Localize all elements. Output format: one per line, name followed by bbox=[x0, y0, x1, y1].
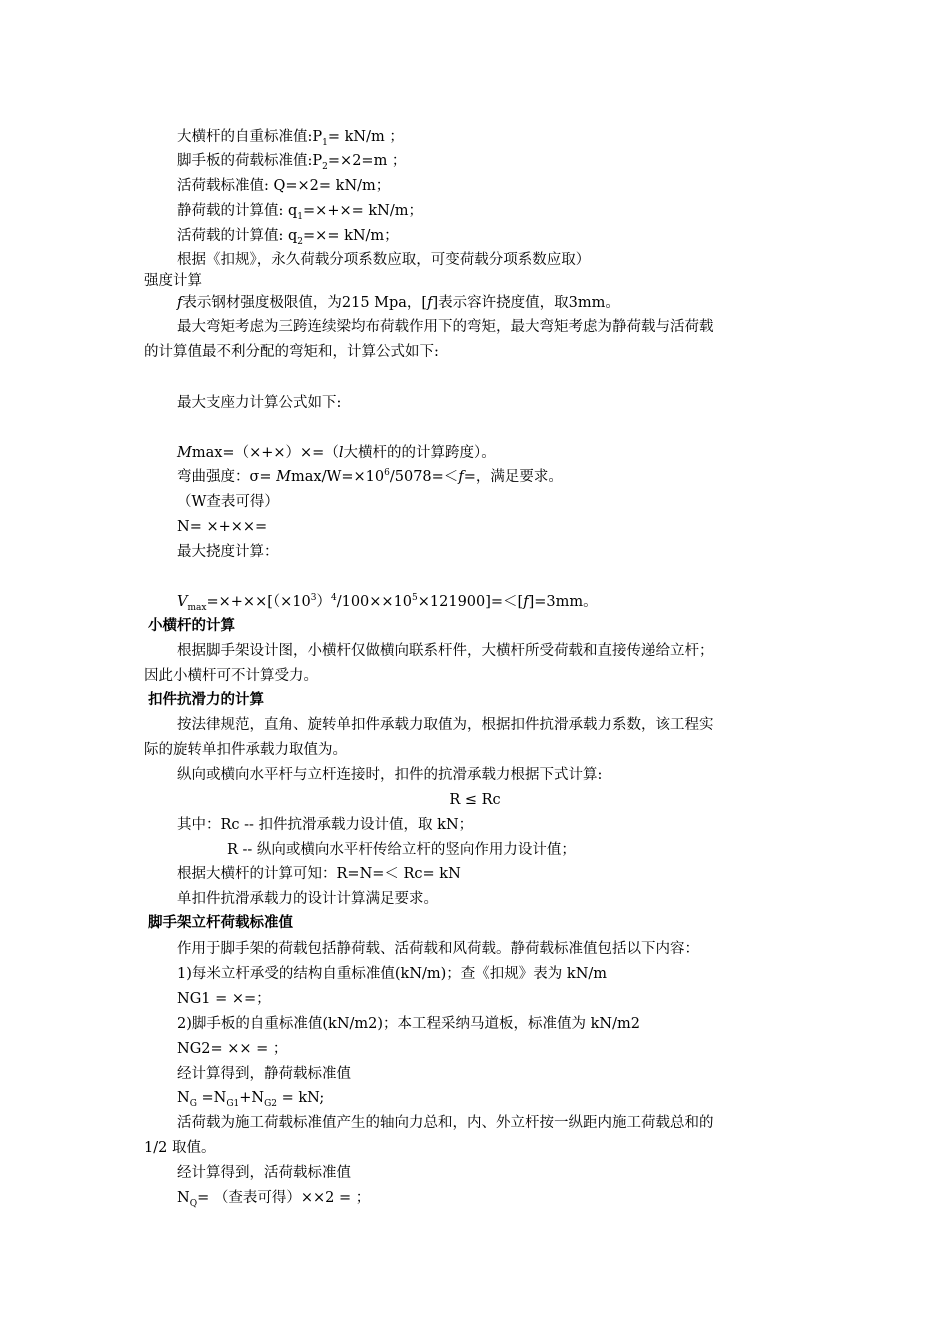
text-line: NG1 = ×=； bbox=[177, 991, 271, 1007]
symbol: f bbox=[427, 295, 433, 311]
subscript: G bbox=[189, 1098, 197, 1109]
text-line: 作用于脚手架的荷载包括静荷载、活荷载和风荷载。静荷载标准值包括以下内容： bbox=[177, 941, 699, 957]
text: max=（×+×）×=（ bbox=[191, 445, 339, 461]
text-line: 根据脚手架设计图，小横杆仅做横向联系杆件，大横杆所受荷载和直接传递给立杆； bbox=[177, 643, 714, 659]
text: =×+××[（×10 bbox=[206, 594, 311, 610]
text-line: 2)脚手板的自重标准值(kN/m2)；本工程采纳马道板，标准值为 kN/m2 bbox=[177, 1016, 640, 1032]
text-line bbox=[177, 152, 406, 170]
text: ]=3mm。 bbox=[528, 594, 598, 610]
text-line: 活荷载为施工荷载标准值产生的轴向力总和，内、外立杆按一纵距内施工荷载总和的 bbox=[177, 1115, 714, 1131]
text: =，满足要求。 bbox=[463, 469, 563, 485]
text: 表示钢材强度极限值，为215 Mpa，[ bbox=[182, 295, 428, 311]
subscript: 2 bbox=[297, 236, 304, 247]
superscript: 6 bbox=[384, 468, 390, 479]
text: 大横杆的自重标准值:P bbox=[177, 129, 323, 145]
text: =N bbox=[196, 1090, 227, 1106]
text: 活荷载的计算值: q bbox=[177, 228, 298, 244]
text: 弯曲强度：σ= bbox=[177, 469, 277, 485]
text: 脚手板的荷载标准值:P bbox=[177, 153, 323, 169]
text: /5078=＜ bbox=[389, 469, 459, 485]
text-line: 1)每米立杆承受的结构自重标准值(kN/m)；查《扣规》表为 kN/m bbox=[177, 966, 608, 982]
text-line: 的计算值最不利分配的弯矩和，计算公式如下: bbox=[144, 344, 439, 360]
text: +N bbox=[239, 1090, 265, 1106]
text: =×2=m ； bbox=[327, 153, 407, 169]
text-line: 根据大横杆的计算可知：R=N=＜ Rc= kN bbox=[177, 866, 461, 882]
text: = （查表可得）××2 = ； bbox=[197, 1190, 371, 1206]
text-line: （W查表可得） bbox=[177, 494, 279, 510]
subscript: 1 bbox=[322, 137, 328, 148]
symbol: l bbox=[338, 445, 344, 461]
superscript: 4 bbox=[330, 593, 337, 604]
text-line: 最大弯矩考虑为三跨连续梁均布荷载作用下的弯矩，最大弯矩考虑为静荷载与活荷载 bbox=[177, 319, 714, 335]
text: = kN/m ； bbox=[327, 129, 404, 145]
section-heading: 扣件抗滑力的计算 bbox=[148, 692, 264, 708]
text-line: 纵向或横向水平杆与立杆连接时，扣件的抗滑承载力根据下式计算: bbox=[177, 767, 603, 783]
superscript: 5 bbox=[412, 593, 418, 604]
text-line bbox=[177, 294, 620, 312]
formula-line: R ≤ Rc bbox=[449, 792, 501, 808]
text: =×+×= kN/m； bbox=[303, 203, 423, 219]
text-line: 经计算得到，活荷载标准值 bbox=[177, 1165, 351, 1181]
text: ×121900]=＜[ bbox=[417, 594, 524, 610]
text: =×= kN/m； bbox=[303, 228, 399, 244]
text-line bbox=[177, 128, 404, 146]
symbol: M bbox=[276, 469, 292, 485]
section-label: 强度计算 bbox=[144, 273, 202, 289]
text: max/W=×10 bbox=[291, 469, 385, 485]
text-line bbox=[177, 593, 598, 611]
text-line: 根据《扣规》，永久荷载分项系数应取，可变荷载分项系数应取） bbox=[177, 252, 591, 268]
text-line: R -- 纵向或横向水平杆传给立杆的竖向作用力设计值； bbox=[227, 842, 576, 858]
text-line: 活荷载标准值: Q=×2= kN/m； bbox=[177, 178, 391, 194]
subscript: G2 bbox=[264, 1098, 278, 1109]
text: N bbox=[177, 1090, 190, 1106]
subscript: 2 bbox=[322, 161, 328, 172]
text-line bbox=[177, 202, 423, 220]
text: 静荷载的计算值: q bbox=[177, 203, 298, 219]
symbol: V bbox=[177, 594, 188, 610]
subscript: G1 bbox=[226, 1098, 240, 1109]
subscript: max bbox=[187, 602, 207, 613]
text-line: 经计算得到，静荷载标准值 bbox=[177, 1066, 351, 1082]
text-line bbox=[177, 1189, 370, 1207]
text: = kN; bbox=[277, 1090, 325, 1106]
text-line: 最大支座力计算公式如下: bbox=[177, 395, 342, 411]
text-line: 因此小横杆可不计算受力。 bbox=[144, 668, 318, 684]
text-line: 其中：Rc -- 扣件抗滑承载力设计值，取 kN； bbox=[177, 817, 474, 833]
subscript: 1 bbox=[297, 211, 304, 222]
text: 大横杆的的计算跨度）。 bbox=[343, 445, 496, 461]
text: ]表示容许挠度值，取3mm。 bbox=[432, 295, 620, 311]
text: ） bbox=[316, 594, 331, 610]
symbol: f bbox=[458, 469, 464, 485]
text-line: NG2= ×× = ； bbox=[177, 1041, 288, 1057]
text-line: 际的旋转单扣件承载力取值为。 bbox=[144, 742, 347, 758]
symbol: M bbox=[177, 445, 192, 461]
text-line bbox=[177, 444, 496, 462]
text-line bbox=[177, 468, 563, 486]
section-heading: 小横杆的计算 bbox=[148, 618, 235, 634]
text-line: 单扣件抗滑承载力的设计计算满足要求。 bbox=[177, 891, 438, 907]
text-line bbox=[177, 1089, 324, 1107]
subscript: Q bbox=[189, 1198, 198, 1209]
text-line: 1/2 取值。 bbox=[144, 1140, 216, 1156]
text-line bbox=[177, 227, 399, 245]
symbol: f bbox=[523, 594, 529, 610]
text: N bbox=[177, 1190, 190, 1206]
section-heading: 脚手架立杆荷载标准值 bbox=[148, 915, 293, 931]
symbol: f bbox=[177, 295, 183, 311]
text: /100××10 bbox=[336, 594, 413, 610]
text-line: 按法律规范，直角、旋转单扣件承载力取值为，根据扣件抗滑承载力系数，该工程实 bbox=[177, 717, 714, 733]
superscript: 3 bbox=[310, 593, 317, 604]
text-line: N= ×+××= bbox=[177, 519, 268, 535]
text-line: 最大挠度计算： bbox=[177, 544, 279, 560]
